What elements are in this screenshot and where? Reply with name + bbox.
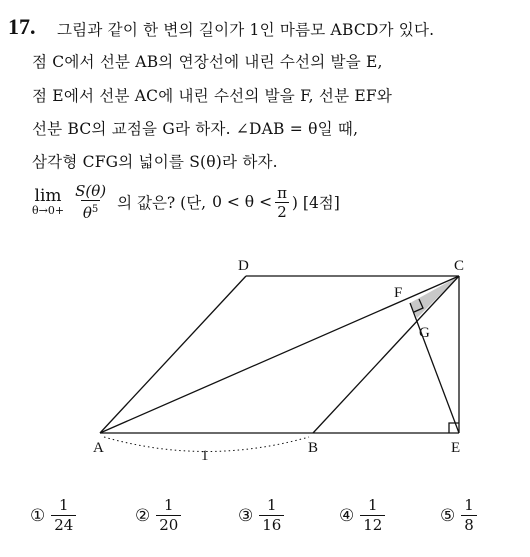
choice-1-mark: ① (30, 505, 46, 526)
choice-2-numerator: 1 (164, 496, 174, 514)
choice-4[interactable] (339, 496, 385, 535)
limit-suffix-before: 의 값은? (단, (117, 194, 207, 212)
choice-4-fraction (360, 496, 385, 535)
choice-3-fraction (259, 496, 284, 535)
problem-line-3: 점 E에서 선분 AC에 내린 수선의 발을 F, 선분 EF와 (32, 87, 393, 105)
problem-line-1: 그림과 같이 한 변의 길이가 1인 마름모 ABCD가 있다. (57, 21, 435, 39)
choice-5-denominator: 8 (461, 515, 477, 535)
choice-3-numerator: 1 (267, 496, 277, 514)
problem-line-2: 점 C에서 선분 AB의 연장선에 내린 수선의 발을 E, (32, 53, 383, 71)
limit-subscript: θ→0+ (32, 204, 65, 217)
choice-2-mark: ② (135, 505, 151, 526)
pi-numerator: π (277, 183, 287, 202)
triangle-cfg-shaded (410, 276, 459, 318)
side-ad (100, 276, 246, 433)
choice-5-fraction (461, 496, 477, 535)
limit-condition: 0 < θ < (212, 193, 273, 211)
problem-line-5: 삼각형 CFG의 넓이를 S(θ)라 하자. (32, 153, 278, 171)
problem-line-4: 선분 BC의 교점을 G라 하자. ∠DAB = θ일 때, (32, 120, 359, 138)
limit-suffix-after: ) [4점] (291, 194, 340, 212)
choice-5[interactable] (440, 496, 477, 535)
label-e: E (451, 440, 461, 456)
limit-operator: lim (34, 186, 62, 206)
choice-2-denominator: 20 (156, 515, 181, 535)
choice-1-denominator: 24 (51, 515, 76, 535)
limit-denominator-exponent: 5 (91, 204, 99, 215)
pi-denominator: 2 (277, 202, 287, 221)
limit-denominator-base: θ (82, 204, 92, 222)
label-c: C (454, 258, 465, 274)
choice-1-numerator: 1 (59, 496, 69, 514)
choice-3[interactable] (238, 496, 284, 535)
segment-ef (410, 303, 459, 433)
choice-5-mark: ⑤ (440, 505, 456, 526)
choice-4-denominator: 12 (360, 515, 385, 535)
choice-2-fraction (156, 496, 181, 535)
label-f: F (394, 285, 403, 301)
diagonal-ac (100, 276, 459, 433)
limit-numerator: S(θ) (75, 182, 107, 200)
answer-choices (30, 496, 500, 546)
choice-4-numerator: 1 (368, 496, 378, 514)
choice-1-fraction (51, 496, 76, 535)
choice-2[interactable] (135, 496, 181, 535)
label-d: D (238, 258, 249, 274)
side-bc (313, 276, 459, 433)
choice-4-mark: ④ (339, 505, 355, 526)
label-ab-length: 1 (201, 448, 209, 464)
question-number: 17. (8, 14, 36, 39)
choice-3-denominator: 16 (259, 515, 284, 535)
label-g: G (419, 325, 430, 341)
choice-3-mark: ③ (238, 505, 254, 526)
choice-5-numerator: 1 (464, 496, 474, 514)
label-b: B (308, 440, 319, 456)
label-a: A (93, 440, 104, 456)
choice-1[interactable] (30, 496, 76, 535)
